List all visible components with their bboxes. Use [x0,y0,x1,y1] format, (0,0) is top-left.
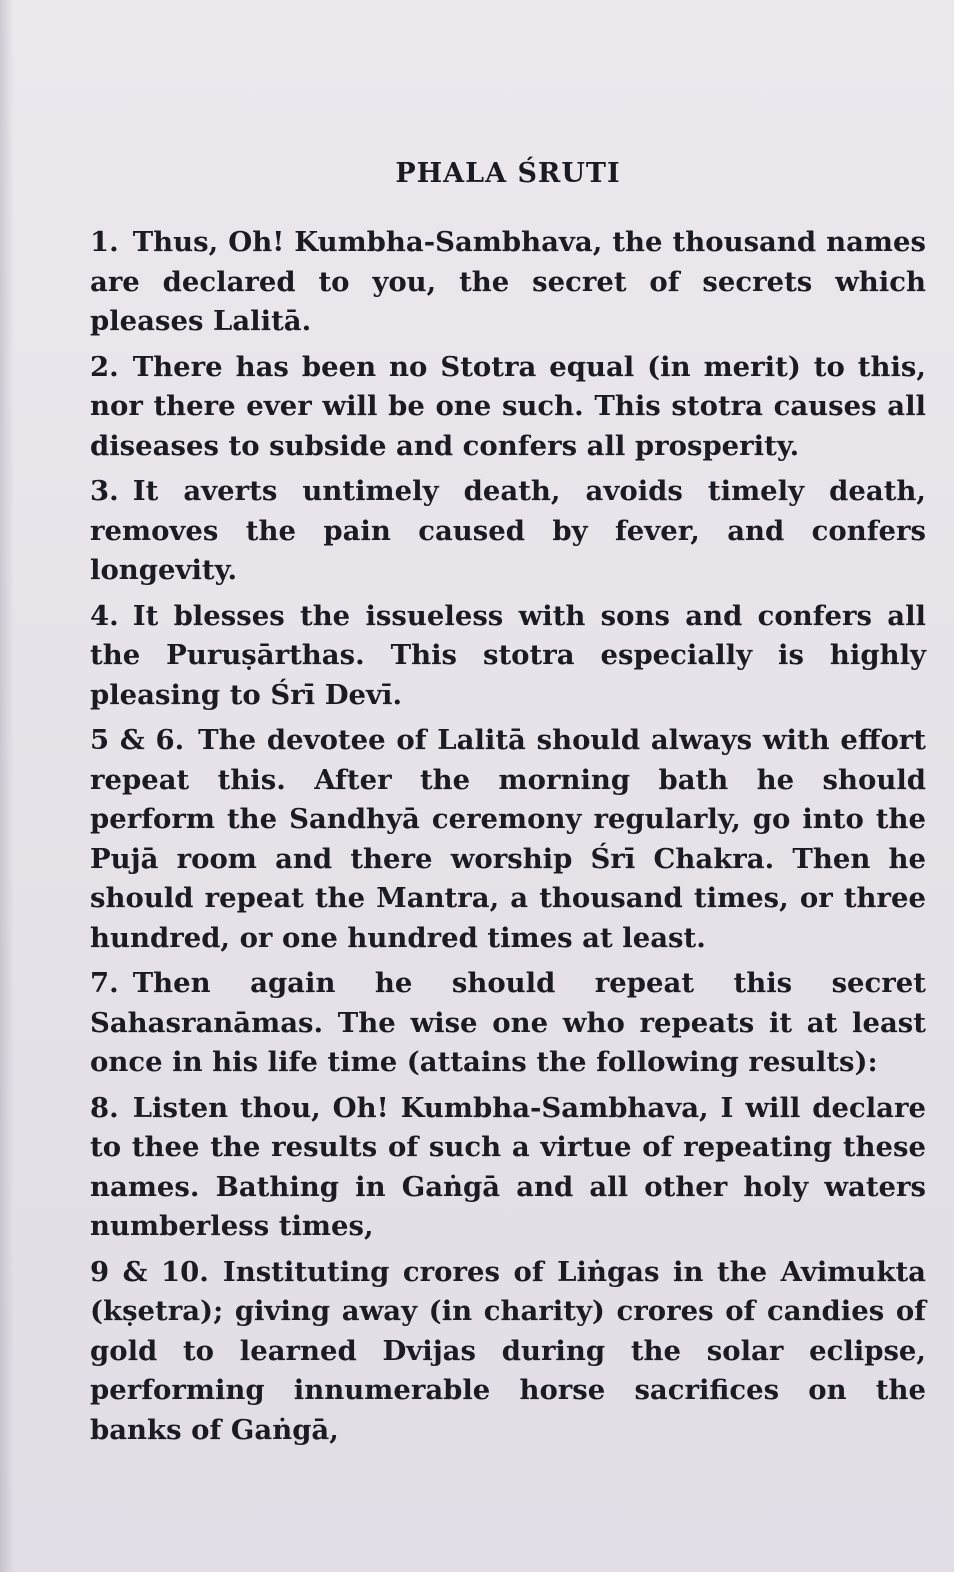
verse-text: Instituting crores of Liṅgas in the Avimukta (kṣetra); giving away (in charity) crores of candies of gold to learned Dvijas during the solar eclipse, performing innumerable horse sacrifices on the banks of Gaṅgā, [90,1255,926,1446]
verse-number: 5 & 6. [90,724,185,756]
verse-1 [70,223,926,342]
verse-number: 4. [90,599,119,632]
verse-number: 8. [90,1091,119,1124]
verse-text: Thus, Oh! Kumbha-Sambhava, the thousand names are declared to you, the secret of secrets which pleases Lalitā. [90,226,926,337]
verse-9-10 [70,1253,926,1451]
verse-text: The devotee of Lalitā should always with effort repeat this. After the morning bath he should perform the Sandhyā ceremony regularly, go into the Pujā room and there worship Śrī Chakra. Then he should repeat the Mantra, a thousand times, or three hundred, or one hundred times at least. [90,724,926,954]
verse-number: 3. [90,475,119,507]
page-title: PHALA ŚRUTI [395,158,621,189]
verse-number: 1. [90,226,119,258]
verse-number: 2. [90,350,119,383]
verse-4 [70,597,926,716]
verse-7 [70,964,926,1083]
verse-text: Then again he should repeat this secret Sahasranāmas. The wise one who repeats it at least once in his life time (attains the following results): [90,967,926,1078]
verse-number: 9 & 10. [90,1255,209,1288]
verse-number: 7. [90,967,119,999]
verse-8 [70,1089,926,1247]
verse-text: It blesses the issueless with sons and confers all the Puruṣārthas. This stotra especially is highly pleasing to Śrī Devī. [90,599,926,711]
verse-3 [70,472,926,591]
verse-5-6 [70,721,926,958]
verse-text: There has been no Stotra equal (in merit) to this, nor there ever will be one such. This stotra causes all diseases to subside and confers all prosperity. [90,350,926,462]
verse-text: Listen thou, Oh! Kumbha-Sambhava, I will declare to thee the results of such a virtue of repeating these names. Bathing in Gaṅgā and all other holy waters numberless times, [90,1091,926,1242]
verse-2 [70,348,926,467]
verse-text: It averts untimely death, avoids timely death, removes the pain caused by fever, and confers longevity. [90,475,926,586]
